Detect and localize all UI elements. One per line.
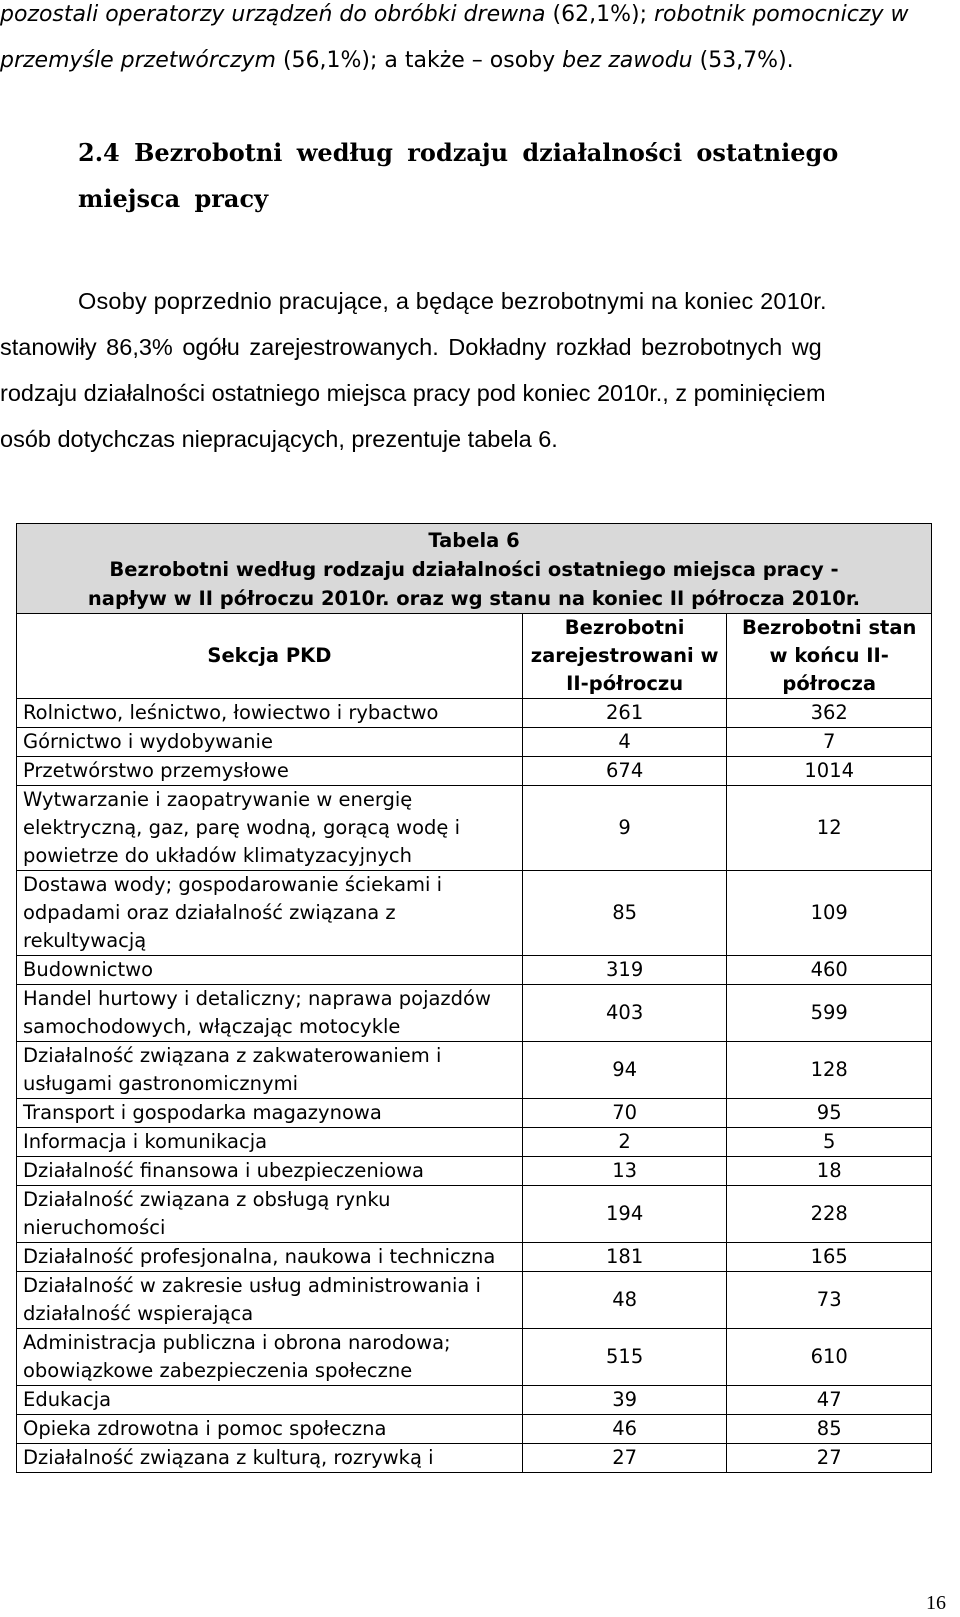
row-registered-value: 70 — [522, 1099, 727, 1128]
table-caption-line: Bezrobotni według rodzaju działalności ostatniego miejsca pracy - — [109, 558, 839, 581]
table-row — [17, 956, 932, 985]
header-end-state: Bezrobotni stan w końcu II-półrocza — [727, 614, 932, 699]
row-end-value: 362 — [727, 699, 932, 728]
row-registered-value: 319 — [522, 956, 727, 985]
table-row — [17, 728, 932, 757]
row-end-value: 1014 — [727, 757, 932, 786]
intro-line-1: pozostali operatorzy urządzeń do obróbki drewna (62,1%); robotnik pomocniczy w — [0, 2, 909, 27]
row-sector-name: Handel hurtowy i detaliczny; naprawa pojazdów samochodowych, włączając motocykle — [17, 985, 523, 1042]
table-row — [17, 1099, 932, 1128]
table-row — [17, 757, 932, 786]
row-registered-value: 515 — [522, 1329, 727, 1386]
row-registered-value: 85 — [522, 871, 727, 956]
row-sector-name: Administracja publiczna i obrona narodowa; obowiązkowe zabezpieczenia społeczne — [17, 1329, 523, 1386]
row-end-value: 7 — [727, 728, 932, 757]
row-registered-value: 46 — [522, 1415, 727, 1444]
row-end-value: 95 — [727, 1099, 932, 1128]
body-paragraph — [0, 278, 935, 462]
row-end-value: 18 — [727, 1157, 932, 1186]
row-sector-name: Rolnictwo, leśnictwo, łowiectwo i rybactwo — [17, 699, 523, 728]
row-sector-name: Górnictwo i wydobywanie — [17, 728, 523, 757]
row-sector-name: Działalność finansowa i ubezpieczeniowa — [17, 1157, 523, 1186]
table-row — [17, 699, 932, 728]
table-caption-line: napływ w II półroczu 2010r. oraz wg stanu na koniec II półrocza 2010r. — [87, 587, 861, 610]
data-table — [16, 523, 932, 1473]
row-registered-value: 194 — [522, 1186, 727, 1243]
row-sector-name: Działalność związana z zakwaterowaniem i usługami gastronomicznymi — [17, 1042, 523, 1099]
row-registered-value: 9 — [522, 786, 727, 871]
table-row — [17, 1329, 932, 1386]
paragraph-line: Osoby poprzednio pracujące, a będące bezrobotnymi na koniec 2010r. — [78, 288, 827, 314]
row-end-value: 5 — [727, 1128, 932, 1157]
header-registered: Bezrobotni zarejestrowani w II-półroczu — [522, 614, 727, 699]
table-row — [17, 1243, 932, 1272]
paragraph-line: stanowiły 86,3% ogółu zarejestrowanych. Dokładny rozkład bezrobotnych wg — [0, 334, 822, 360]
section-title: Bezrobotni według rodzaju działalności ostatniego miejsca pracy — [78, 138, 839, 213]
row-sector-name: Działalność związana z obsługą rynku nieruchomości — [17, 1186, 523, 1243]
row-registered-value: 2 — [522, 1128, 727, 1157]
table-row — [17, 1272, 932, 1329]
table-header-row — [17, 614, 932, 699]
row-sector-name: Dostawa wody; gospodarowanie ściekami i odpadami oraz działalność związana z rekultywacją — [17, 871, 523, 956]
row-registered-value: 403 — [522, 985, 727, 1042]
row-registered-value: 674 — [522, 757, 727, 786]
row-end-value: 73 — [727, 1272, 932, 1329]
table-row — [17, 786, 932, 871]
paragraph-line: rodzaju działalności ostatniego miejsca pracy pod koniec 2010r., z pominięciem — [0, 380, 826, 406]
table-row — [17, 1128, 932, 1157]
row-sector-name: Wytwarzanie i zaopatrywanie w energię elektryczną, gaz, parę wodną, gorącą wodę i powietrze do układów klimatyzacyjnych — [17, 786, 523, 871]
table-caption-row — [17, 524, 932, 614]
row-registered-value: 48 — [522, 1272, 727, 1329]
row-sector-name: Działalność w zakresie usług administrowania i działalność wspierająca — [17, 1272, 523, 1329]
table-row — [17, 1444, 932, 1473]
row-registered-value: 27 — [522, 1444, 727, 1473]
table-caption — [17, 524, 932, 614]
paragraph-line: osób dotychczas niepracujących, prezentuje tabela 6. — [0, 426, 558, 452]
row-registered-value: 181 — [522, 1243, 727, 1272]
row-registered-value: 4 — [522, 728, 727, 757]
table-row — [17, 871, 932, 956]
row-end-value: 85 — [727, 1415, 932, 1444]
row-sector-name: Budownictwo — [17, 956, 523, 985]
row-end-value: 47 — [727, 1386, 932, 1415]
row-end-value: 228 — [727, 1186, 932, 1243]
row-end-value: 128 — [727, 1042, 932, 1099]
row-end-value: 599 — [727, 985, 932, 1042]
row-sector-name: Działalność związana z kulturą, rozrywką i — [17, 1444, 523, 1473]
page-number: 16 — [926, 1592, 946, 1614]
table-caption-line: Tabela 6 — [428, 529, 520, 552]
row-sector-name: Transport i gospodarka magazynowa — [17, 1099, 523, 1128]
table-row — [17, 1186, 932, 1243]
intro-line-2: przemyśle przetwórczym (56,1%); a także – osoby bez zawodu (53,7%). — [0, 48, 794, 73]
section-heading — [78, 130, 938, 222]
row-sector-name: Informacja i komunikacja — [17, 1128, 523, 1157]
table-row — [17, 985, 932, 1042]
row-end-value: 27 — [727, 1444, 932, 1473]
row-end-value: 109 — [727, 871, 932, 956]
section-number: 2.4 — [78, 138, 120, 167]
table-row — [17, 1157, 932, 1186]
header-sekcja-pkd: Sekcja PKD — [17, 614, 523, 699]
row-sector-name: Edukacja — [17, 1386, 523, 1415]
row-registered-value: 39 — [522, 1386, 727, 1415]
table-row — [17, 1042, 932, 1099]
row-registered-value: 13 — [522, 1157, 727, 1186]
table-row — [17, 1415, 932, 1444]
table-row — [17, 1386, 932, 1415]
row-end-value: 460 — [727, 956, 932, 985]
row-sector-name: Działalność profesjonalna, naukowa i techniczna — [17, 1243, 523, 1272]
row-sector-name: Opieka zdrowotna i pomoc społeczna — [17, 1415, 523, 1444]
row-sector-name: Przetwórstwo przemysłowe — [17, 757, 523, 786]
row-end-value: 610 — [727, 1329, 932, 1386]
row-end-value: 165 — [727, 1243, 932, 1272]
row-registered-value: 94 — [522, 1042, 727, 1099]
row-registered-value: 261 — [522, 699, 727, 728]
row-end-value: 12 — [727, 786, 932, 871]
